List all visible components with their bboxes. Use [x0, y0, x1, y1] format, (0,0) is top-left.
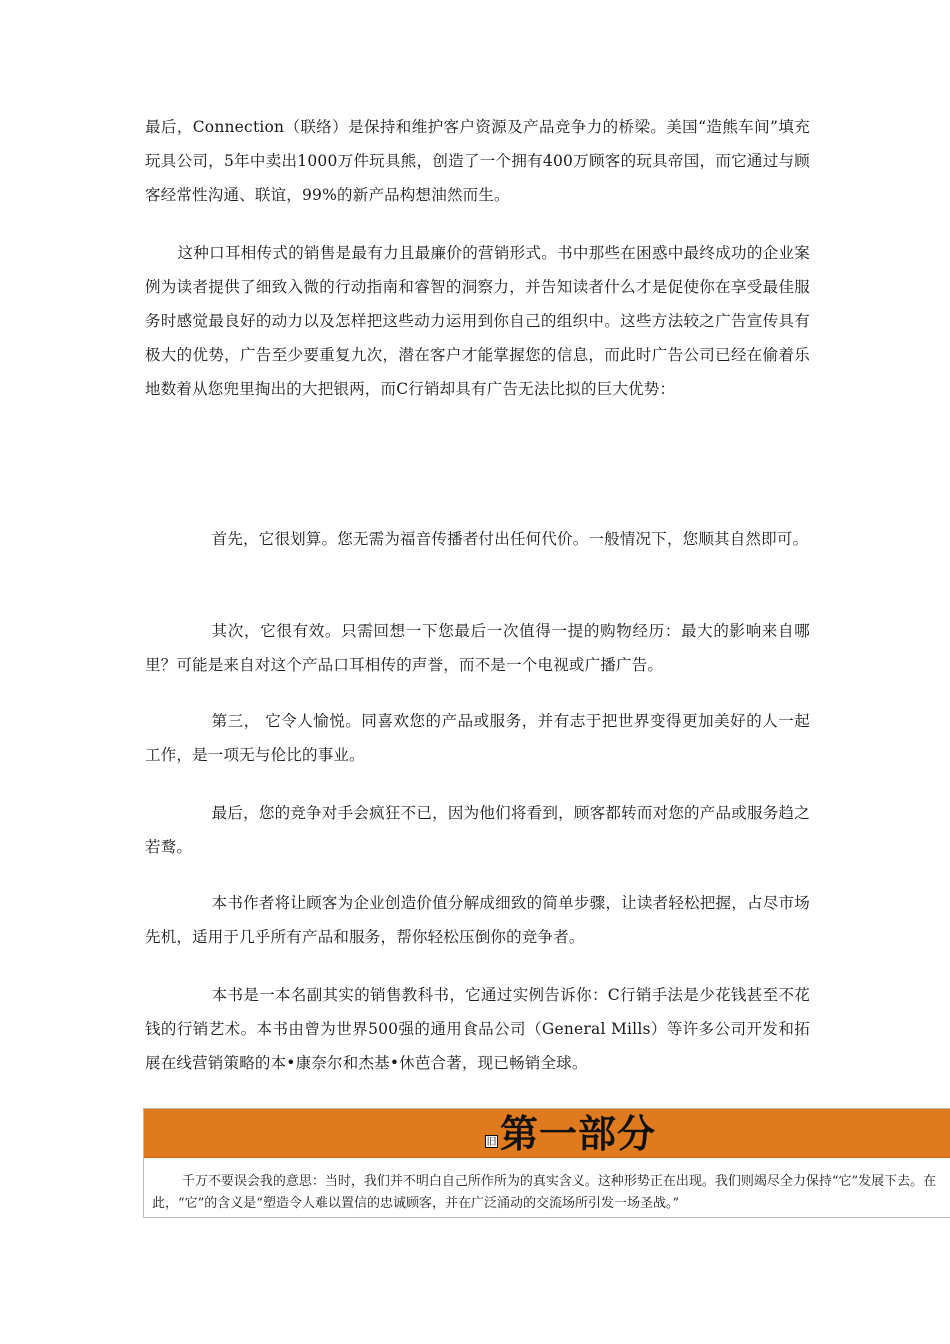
section-part-one — [143, 1108, 950, 1218]
paragraph-connection: 最后，Connection（联络）是保持和维护客户资源及产品竞争力的桥梁。美国“造熊车间”填充玩具公司，5年中卖出1000万件玩具熊，创造了一个拥有400万顾客的玩具帝国，而它通过与顾客经常性沟通、联谊，99%的新产品构想油然而生。 — [145, 118, 810, 204]
paragraph-book-summary: 本书是一本名副其实的销售教科书，它通过实例告诉你：C行销手法是少花钱甚至不花钱的行销艺术。本书由曾为世界500强的通用食品公司（General Mills）等许多公司开发和拓展在线营销策略的本•康奈尔和杰基•休芭合著，现已畅销全球。 — [145, 986, 810, 1072]
paragraph-word-of-mouth: 这种口耳相传式的销售是最有力且最廉价的营销形式。书中那些在困惑中最终成功的企业案例为读者提供了细致入微的行动指南和睿智的洞察力，并告知读者什么才是促使你在享受最佳服务时感觉最良好的动力以及怎样把这些动力运用到你自己的组织中。这些方法较之广告宣传具有极大的优势，广告至少要重复九次，潜在客户才能掌握您的信息，而此时广告公司已经在偷着乐地数着从您兜里掏出的大把银两，而C行销却具有广告无法比拟的巨大优势： — [145, 244, 810, 398]
paragraph-first-advantage: 首先，它很划算。您无需为福音传播者付出任何代价。一般情况下，您顺其自然即可。 — [211, 530, 809, 548]
paragraph-third-advantage: 第三， 它令人愉悦。同喜欢您的产品或服务，并有志于把世界变得更加美好的人一起工作，是一项无与伦比的事业。 — [145, 712, 810, 764]
section-marker-icon: 旧 — [486, 1137, 497, 1148]
paragraph-author-steps: 本书作者将让顾客为企业创造价值分解成细致的简单步骤，让读者轻松把握，占尽市场先机，适用于几乎所有产品和服务，帮你轻松压倒你的竞争者。 — [145, 894, 810, 946]
paragraph-second-advantage: 其次，它很有效。只需回想一下您最后一次值得一提的购物经历：最大的影响来自哪里？可能是来自对这个产品口耳相传的声誉，而不是一个电视或广播广告。 — [145, 622, 810, 674]
section-intro-text: 千万不要误会我的意思：当时，我们并不明白自己所作所为的真实含义。这种形势正在出现。我们则竭尽全力保持“它”发展下去。在此，“它”的含义是“塑造令人难以置信的忠诚顾客，并在广泛涌动的交流场所引发一场圣战。” — [152, 1174, 937, 1211]
section-title: 第一部分 — [500, 1111, 657, 1156]
paragraph-last-advantage: 最后，您的竞争对手会疯狂不已，因为他们将看到，顾客都转而对您的产品或服务趋之若鹜。 — [145, 804, 810, 856]
section-header-bar — [144, 1109, 950, 1158]
